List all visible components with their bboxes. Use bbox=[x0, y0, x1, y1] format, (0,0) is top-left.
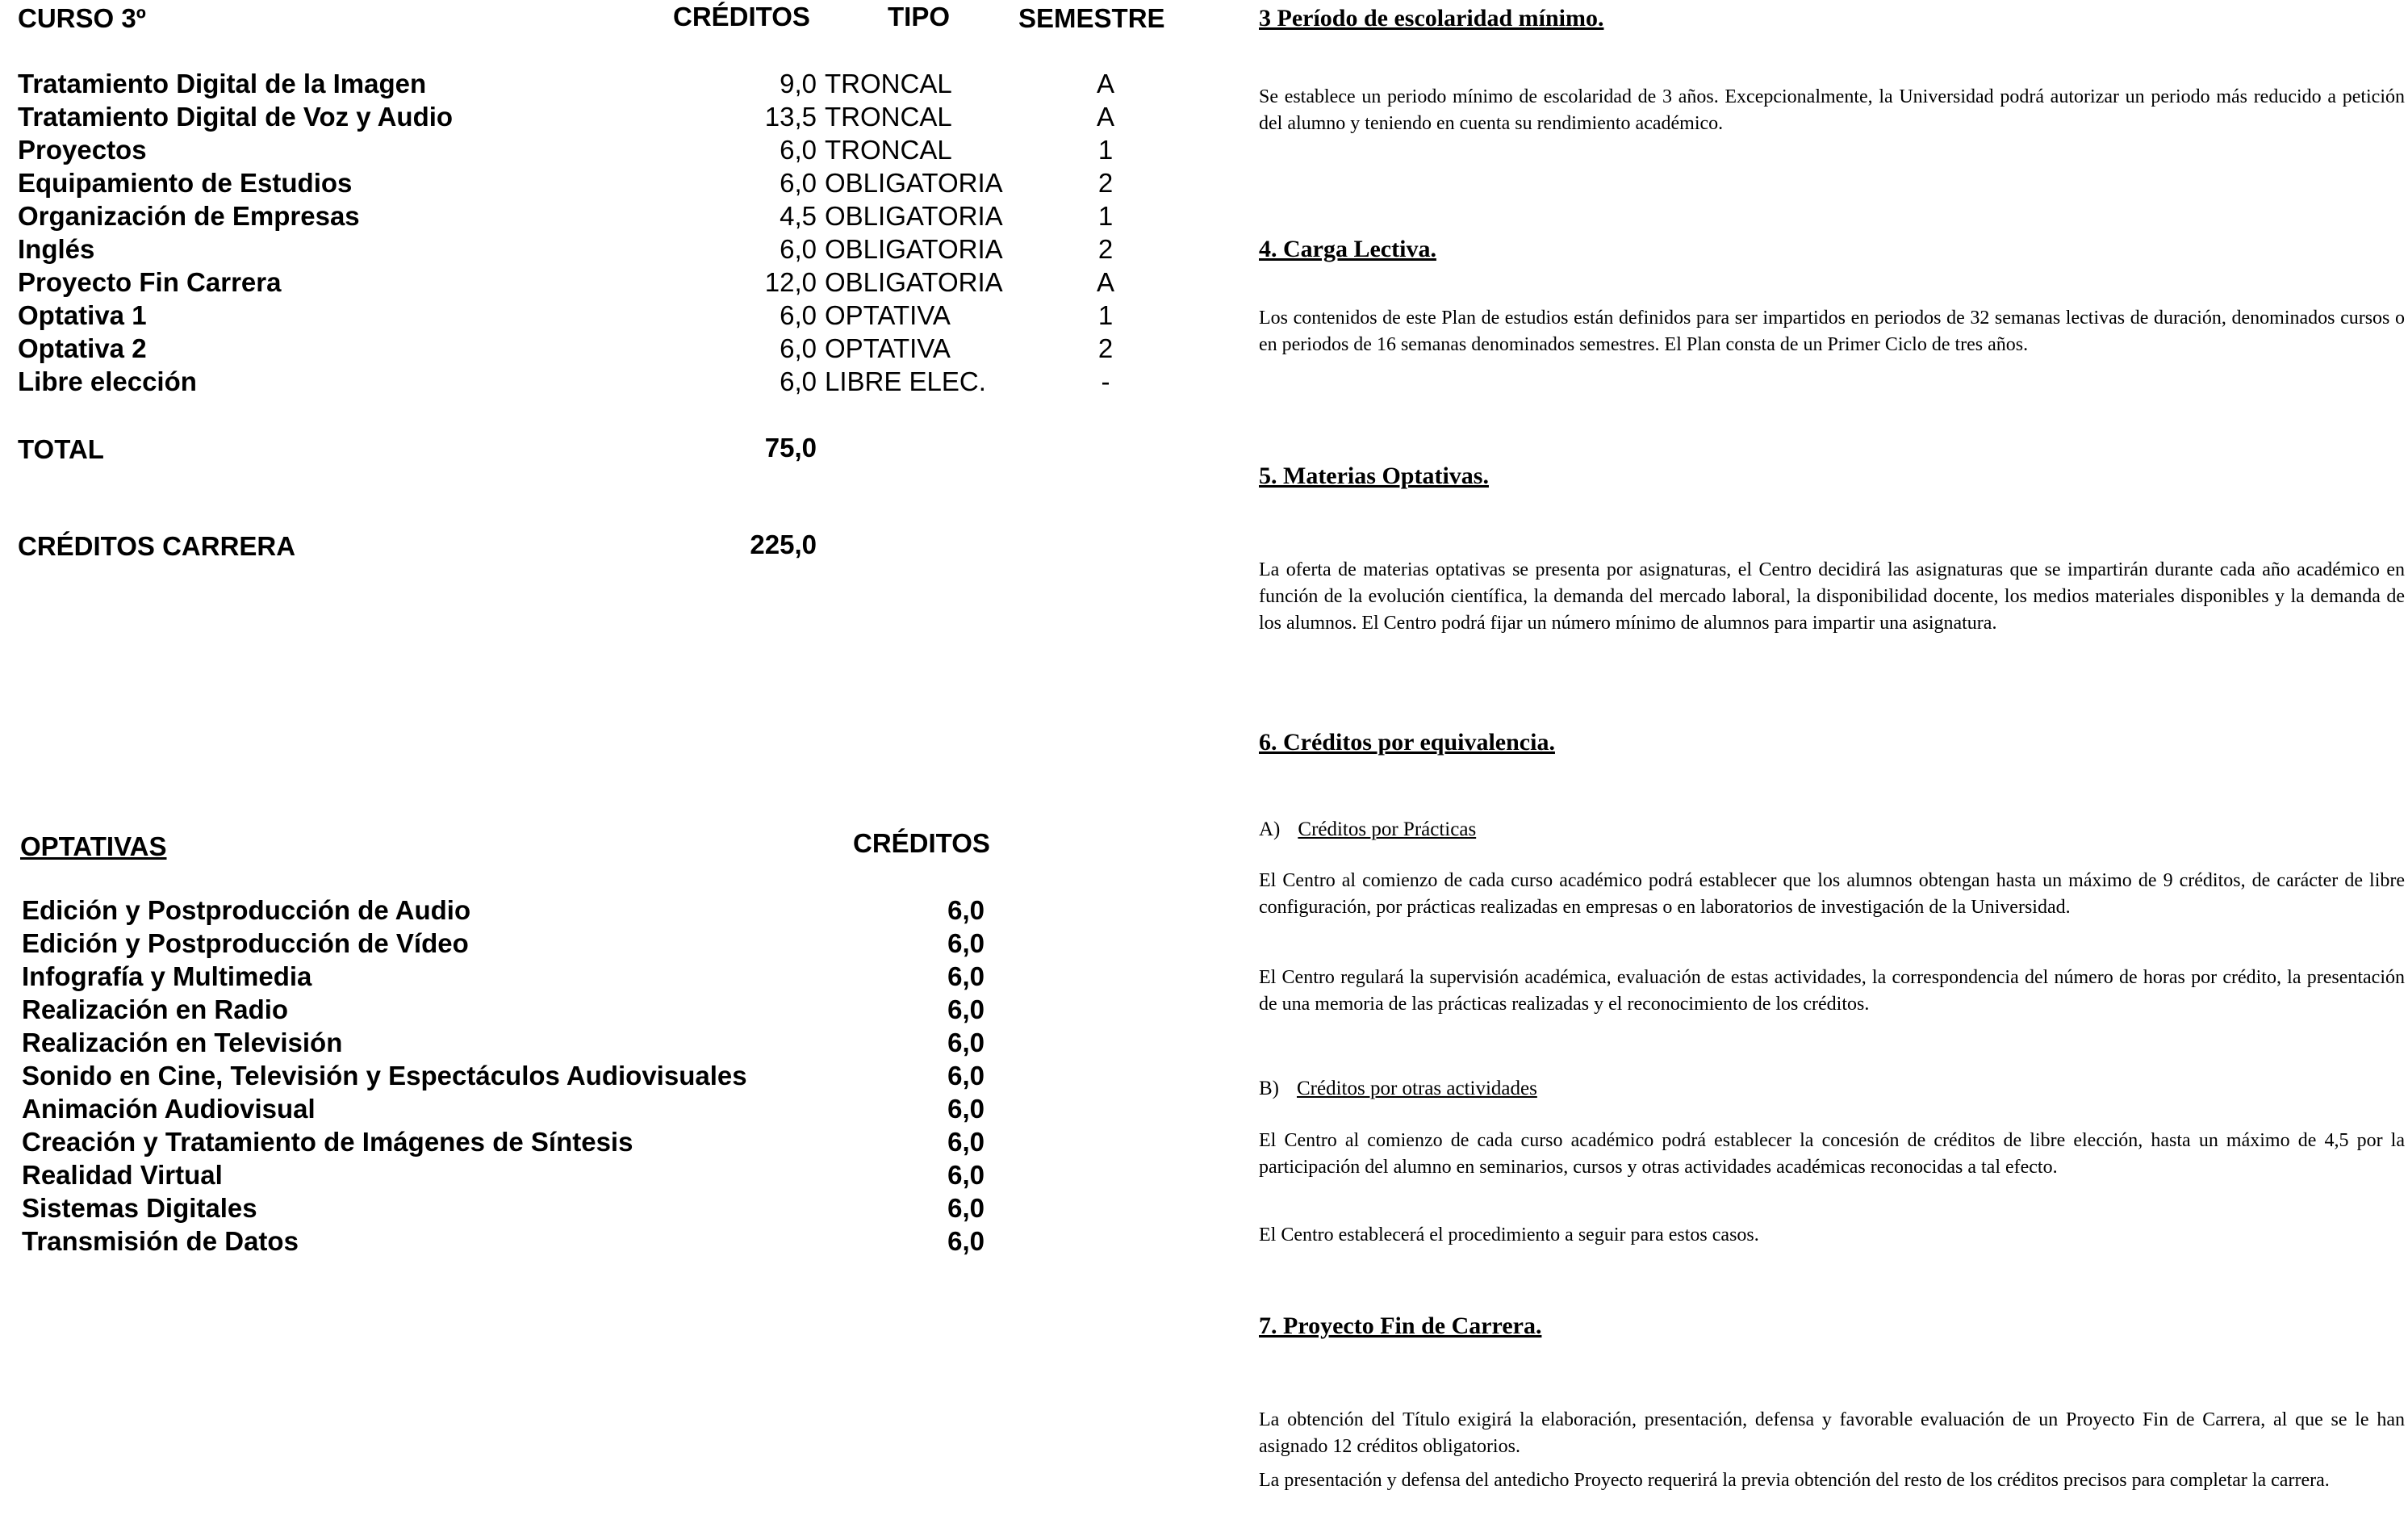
optativa-name: Transmisión de Datos bbox=[22, 1226, 299, 1256]
paragraph-practicas-1: El Centro al comienzo de cada curso académico podrá establecer que los alumnos obtengan hasta un máximo de 9 créditos, de carácter de libre configuración, por prácticas realizadas en empresas o en laboratorios de investigación de la Universidad. bbox=[1259, 870, 2405, 918]
list-item bbox=[0, 1060, 1210, 1092]
list-item bbox=[0, 927, 1210, 960]
optativa-creditos: 6,0 bbox=[947, 1193, 985, 1223]
subject-semestre: 1 bbox=[1097, 135, 1114, 165]
subject-name: Optativa 1 bbox=[18, 300, 147, 330]
list-item bbox=[0, 1192, 1210, 1224]
paragraph-escolaridad: Se establece un periodo mínimo de escolaridad de 3 años. Excepcionalmente, la Universidad podrá autorizar un periodo más reducido a petición del alumno y teniendo en cuenta su rendimiento académico. bbox=[1259, 86, 2405, 134]
optativa-name: Sistemas Digitales bbox=[22, 1193, 257, 1223]
subsection-text-b: Créditos por otras actividades bbox=[1297, 1078, 1537, 1099]
optativa-name: Infografía y Multimedia bbox=[22, 961, 312, 991]
paragraph-proyecto-1: La obtención del Título exigirá la elaboración, presentación, defensa y favorable evaluación de un Proyecto Fin de Carrera, al que se le han asignado 12 créditos obligatorios. bbox=[1259, 1409, 2405, 1457]
subject-name: Inglés bbox=[18, 234, 95, 264]
subject-creditos: 6,0 bbox=[780, 366, 817, 396]
subsection-title-otras-actividades bbox=[1259, 1078, 1537, 1100]
subject-name: Organización de Empresas bbox=[18, 201, 360, 231]
optativa-name: Realización en Radio bbox=[22, 994, 289, 1024]
optativa-name: Edición y Postproducción de Vídeo bbox=[22, 928, 469, 958]
subject-semestre: 2 bbox=[1097, 333, 1114, 363]
subject-creditos: 6,0 bbox=[780, 333, 817, 363]
section-title-escolaridad: 3 Período de escolaridad mínimo. bbox=[1259, 5, 1604, 31]
optativa-creditos: 6,0 bbox=[947, 961, 985, 991]
subject-tipo: OBLIGATORIA bbox=[825, 201, 1003, 231]
regulation-text bbox=[1243, 0, 2405, 1528]
list-item bbox=[0, 1093, 1210, 1125]
header-semestre: SEMESTRE bbox=[1018, 3, 1165, 33]
table-row bbox=[0, 101, 1210, 133]
optativa-creditos: 6,0 bbox=[947, 1226, 985, 1256]
subject-semestre: A bbox=[1096, 267, 1114, 297]
list-item bbox=[0, 1225, 1210, 1258]
table-row bbox=[0, 200, 1210, 232]
subject-creditos: 12,0 bbox=[764, 267, 817, 297]
list-item bbox=[0, 1159, 1210, 1191]
optativa-creditos: 6,0 bbox=[947, 1094, 985, 1124]
optativa-name: Sonido en Cine, Televisión y Espectáculos Audiovisuales bbox=[22, 1061, 747, 1091]
subject-creditos: 6,0 bbox=[780, 234, 817, 264]
header-tipo: TIPO bbox=[888, 2, 951, 31]
paragraph-practicas-2: El Centro regulará la supervisión académica, evaluación de estas actividades, la correspondencia del número de horas por crédito, la presentación de una memoria de las prácticas realizadas y el reconocimiento de los créditos. bbox=[1259, 967, 2405, 1015]
paragraph-carga-lectiva: Los contenidos de este Plan de estudios están definidos para ser impartidos en periodos de 32 semanas lectivas de duración, denominados cursos o en periodos de 16 semanas denominados semestres. El Plan consta de un Primer Ciclo de tres años. bbox=[1259, 308, 2405, 355]
section-title-proyecto-fin-carrera: 7. Proyecto Fin de Carrera. bbox=[1259, 1312, 1542, 1339]
subject-tipo: LIBRE ELEC. bbox=[825, 366, 986, 396]
list-item bbox=[0, 961, 1210, 993]
table-row bbox=[0, 167, 1210, 199]
optativa-creditos: 6,0 bbox=[947, 928, 985, 958]
subject-name: Optativa 2 bbox=[18, 333, 147, 363]
optativa-name: Realidad Virtual bbox=[22, 1160, 223, 1190]
subject-creditos: 6,0 bbox=[780, 135, 817, 165]
subject-tipo: TRONCAL bbox=[825, 102, 952, 132]
subject-semestre: 2 bbox=[1097, 168, 1114, 198]
paragraph-otras-actividades-2: El Centro establecerá el procedimiento a seguir para estos casos. bbox=[1259, 1224, 1759, 1245]
section-title-materias-optativas: 5. Materias Optativas. bbox=[1259, 463, 1489, 489]
subsection-text-a: Créditos por Prácticas bbox=[1298, 818, 1477, 840]
subject-creditos: 9,0 bbox=[780, 69, 817, 98]
creditos-carrera-label: CRÉDITOS CARRERA bbox=[18, 531, 296, 561]
table-row bbox=[0, 233, 1210, 266]
subject-semestre: - bbox=[1101, 366, 1110, 396]
subsection-label-b: B) bbox=[1259, 1078, 1279, 1099]
creditos-carrera-value: 225,0 bbox=[750, 530, 817, 559]
optativa-creditos: 6,0 bbox=[947, 1160, 985, 1190]
subject-semestre: A bbox=[1096, 69, 1114, 98]
optativa-name: Animación Audiovisual bbox=[22, 1094, 316, 1124]
subject-tipo: TRONCAL bbox=[825, 69, 952, 98]
list-item bbox=[0, 1027, 1210, 1059]
total-value: 75,0 bbox=[764, 433, 817, 463]
header-creditos: CRÉDITOS bbox=[673, 2, 810, 31]
subject-tipo: OBLIGATORIA bbox=[825, 267, 1003, 297]
subject-semestre: 1 bbox=[1097, 201, 1114, 231]
optativa-name: Realización en Televisión bbox=[22, 1028, 343, 1057]
paragraph-proyecto-2: La presentación y defensa del antedicho Proyecto requerirá la previa obtención del resto de los créditos precisos para completar la carrera. bbox=[1259, 1470, 2330, 1491]
subject-creditos: 6,0 bbox=[780, 168, 817, 198]
subject-semestre: 2 bbox=[1097, 234, 1114, 264]
subject-name: Libre elección bbox=[18, 366, 197, 396]
list-item bbox=[0, 994, 1210, 1026]
course-title: CURSO 3º bbox=[18, 3, 146, 33]
subject-tipo: OBLIGATORIA bbox=[825, 234, 1003, 264]
subject-name: Tratamiento Digital de Voz y Audio bbox=[18, 102, 454, 132]
table-row bbox=[0, 299, 1210, 332]
optativa-creditos: 6,0 bbox=[947, 1061, 985, 1091]
subject-name: Tratamiento Digital de la Imagen bbox=[18, 69, 427, 98]
subject-name: Proyectos bbox=[18, 135, 147, 165]
subsection-title-practicas bbox=[1259, 818, 1476, 841]
table-row bbox=[0, 366, 1210, 398]
list-item bbox=[0, 1126, 1210, 1158]
optativas-title: OPTATIVAS bbox=[20, 831, 167, 861]
subject-creditos: 4,5 bbox=[780, 201, 817, 231]
table-row bbox=[0, 68, 1210, 100]
optativa-name: Creación y Tratamiento de Imágenes de Síntesis bbox=[22, 1127, 633, 1157]
subject-tipo: OPTATIVA bbox=[825, 300, 951, 330]
subject-creditos: 13,5 bbox=[764, 102, 817, 132]
optativa-creditos: 6,0 bbox=[947, 1127, 985, 1157]
subject-creditos: 6,0 bbox=[780, 300, 817, 330]
subject-name: Proyecto Fin Carrera bbox=[18, 267, 282, 297]
subject-tipo: TRONCAL bbox=[825, 135, 952, 165]
table-row bbox=[0, 333, 1210, 365]
section-title-creditos-equivalencia: 6. Créditos por equivalencia. bbox=[1259, 729, 1555, 756]
subject-tipo: OBLIGATORIA bbox=[825, 168, 1003, 198]
optativa-creditos: 6,0 bbox=[947, 895, 985, 925]
optativa-creditos: 6,0 bbox=[947, 994, 985, 1024]
total-label: TOTAL bbox=[18, 434, 104, 464]
subject-semestre: 1 bbox=[1097, 300, 1114, 330]
table-row bbox=[0, 266, 1210, 299]
subject-tipo: OPTATIVA bbox=[825, 333, 951, 363]
subject-semestre: A bbox=[1096, 102, 1114, 132]
optativas-header-creditos: CRÉDITOS bbox=[853, 828, 990, 858]
paragraph-materias-optativas: La oferta de materias optativas se presenta por asignaturas, el Centro decidirá las asignaturas que se impartirán durante cada año académico en función de la evolución científica, la demanda del mercado laboral, la disponibilidad docente, los medios materiales disponibles y la demanda de los alumnos. El Centro podrá fijar un número mínimo de alumnos para impartir una asignatura. bbox=[1259, 559, 2405, 634]
subsection-label-a: A) bbox=[1259, 818, 1281, 840]
section-title-carga-lectiva: 4. Carga Lectiva. bbox=[1259, 236, 1436, 262]
list-item bbox=[0, 894, 1210, 927]
subject-name: Equipamiento de Estudios bbox=[18, 168, 353, 198]
optativa-name: Edición y Postproducción de Audio bbox=[22, 895, 471, 925]
optativa-creditos: 6,0 bbox=[947, 1028, 985, 1057]
table-row bbox=[0, 134, 1210, 166]
paragraph-otras-actividades-1: El Centro al comienzo de cada curso académico podrá establecer la concesión de créditos de libre elección, hasta un máximo de 4,5 por la participación del alumno en seminarios, cursos y otras actividades académicas reconocidas a tal efecto. bbox=[1259, 1130, 2405, 1178]
